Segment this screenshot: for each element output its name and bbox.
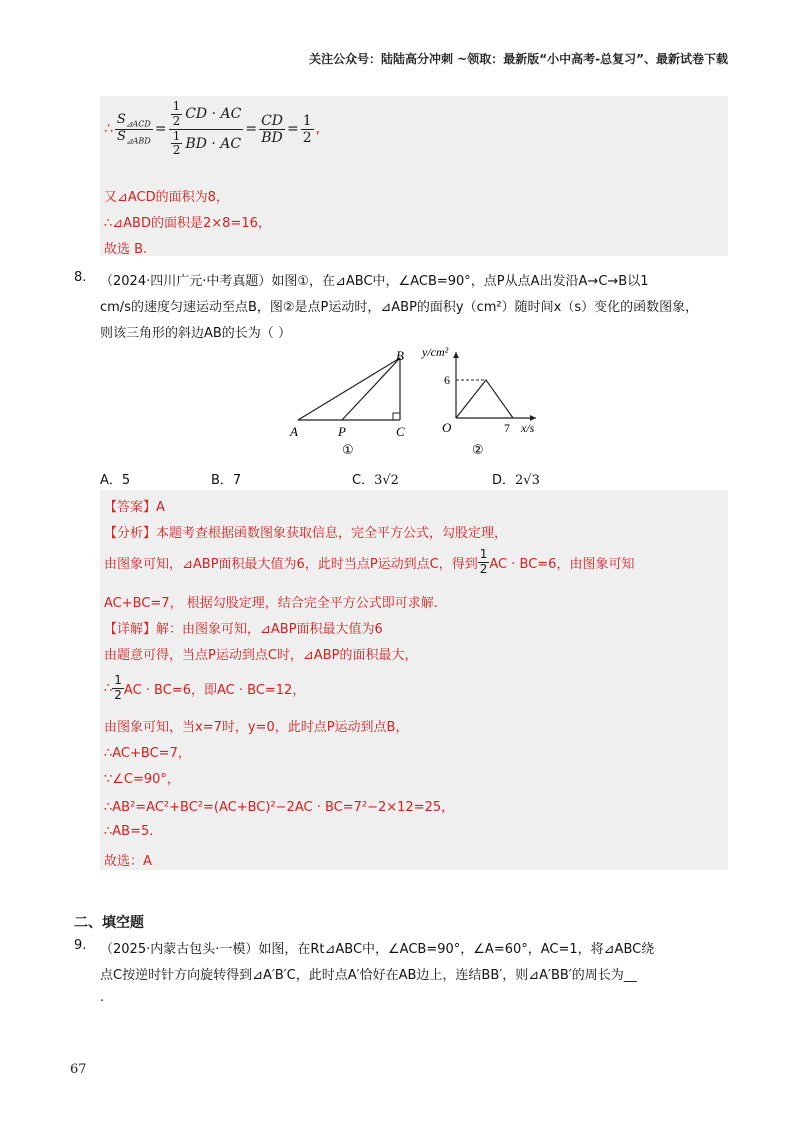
figure-1-caption: ① (342, 443, 354, 458)
q8-number: 8. (74, 270, 87, 285)
point-p-label: P (338, 424, 346, 439)
detail-line-3: ∴ $\frac{1}{2}$ AC · BC=6，即AC · BC=12， (104, 673, 306, 702)
y-axis-label: y/cm² (422, 345, 449, 359)
option-c[interactable]: C．3√2 (352, 473, 399, 488)
vertex-b-label: B (396, 348, 404, 363)
q9-line-2: 点C按逆时针方向旋转得到⊿A′B′C，此时点A′恰好在AB边上，连结BB′，则⊿A′BB′的周长为__ (100, 968, 637, 983)
vertex-a-label: A (290, 424, 298, 439)
detail-line-9: 故选：A (104, 854, 152, 869)
prev-solution-line-4: 故选 B. (104, 242, 148, 257)
option-d[interactable]: D．2√3 (492, 473, 540, 488)
analysis-line-3: AC+BC=7， 根据勾股定理，结合完全平方公式即可求解. (104, 596, 438, 611)
detail-line-4: 由图象可知，当x=7时，y=0，此时点P运动到点B， (104, 720, 409, 735)
q8-line-1: （2024·四川广元·中考真题）如图①，在⊿ABC中，∠ACB=90°，点P从点A出发沿A→C→B以1 (100, 274, 649, 289)
detail-line-5: ∴AC+BC=7， (104, 746, 191, 761)
vertex-c-label: C (396, 424, 405, 439)
page-number: 67 (70, 1062, 87, 1077)
q9-line-3: . (100, 990, 105, 1005)
area-ratio-fraction: $\frac{S_{⊿ACD}}{S_{⊿ABD}}$ (116, 111, 151, 146)
cd-bd-fraction: $\frac{CD}{BD}$ (261, 112, 283, 146)
option-b[interactable]: B．7 (211, 473, 242, 488)
therefore-symbol: ∴ (104, 121, 113, 138)
detail-line-2: 由题意可得，当点P运动到点C时，⊿ABP的面积最大， (104, 648, 418, 663)
origin-label: O (442, 420, 452, 435)
one-half-fraction: $\frac{1}{2}$ (302, 112, 312, 146)
section-title: 二、填空题 (74, 915, 144, 931)
y-tick-6: 6 (444, 373, 450, 387)
figure-2-caption: ② (472, 443, 484, 458)
x-tick-7: 7 (504, 421, 510, 435)
q9-number: 9. (74, 938, 87, 953)
prev-solution-line-3: ∴⊿ABD的面积是2×8=16， (104, 216, 271, 231)
function-graph-figure (418, 342, 548, 460)
detail-line-7: ∴AB²=AC²+BC²=(AC+BC)²−2AC · BC=7²−2×12=25， (104, 800, 455, 815)
detail-line-8: ∴AB=5. (104, 824, 154, 839)
analysis-line-2: 由图象可知，⊿ABP面积最大值为6，此时当点P运动到点C，得到 $\frac{1}{2}$ AC · BC=6，由图象可知 (104, 547, 635, 576)
detail-line-6: ∵∠C=90°， (104, 772, 180, 787)
x-axis-label: x/s (521, 421, 535, 435)
option-a[interactable]: A．5 (100, 473, 131, 488)
page-header: 关注公众号：陆陆高分冲刺 ~领取：最新版“小中高考-总复习”、最新试卷下载 (309, 52, 728, 66)
analysis-line-1: 【分析】本题考查根据函数图象获取信息，完全平方公式，勾股定理， (104, 526, 508, 541)
prev-solution-line-2: 又⊿ACD的面积为8， (104, 190, 229, 205)
detail-line-1: 【详解】解：由图象可知，⊿ABP面积最大值为6 (104, 622, 383, 637)
q8-line-3: 则该三角形的斜边AB的长为（ ） (100, 326, 291, 341)
answer-line: 【答案】A (104, 500, 165, 515)
q8-line-2: cm/s的速度匀速运动至点B，图②是点P运动时，⊿ABP的面积y（cm²）随时间x（s）变化的函数图象， (100, 300, 699, 315)
q9-line-1: （2025·内蒙古包头·一模）如图，在Rt⊿ABC中，∠ACB=90°，∠A=60°，AC=1，将⊿ABC绕 (100, 942, 655, 957)
triangle-figure (288, 348, 418, 458)
half-product-fraction: $\frac{1}{2}$ CD · AC $\frac{1}{2}$ BD · AC (169, 100, 244, 158)
prev-solution-formula: ∴ $\frac{S_{⊿ACD}}{S_{⊿ABD}}$ = $\frac{1}{2}$ CD · AC $\frac{1}{2}$ BD · AC = $\frac{CD}{BD}$ = $\frac{1}{2}$ , (104, 99, 321, 158)
